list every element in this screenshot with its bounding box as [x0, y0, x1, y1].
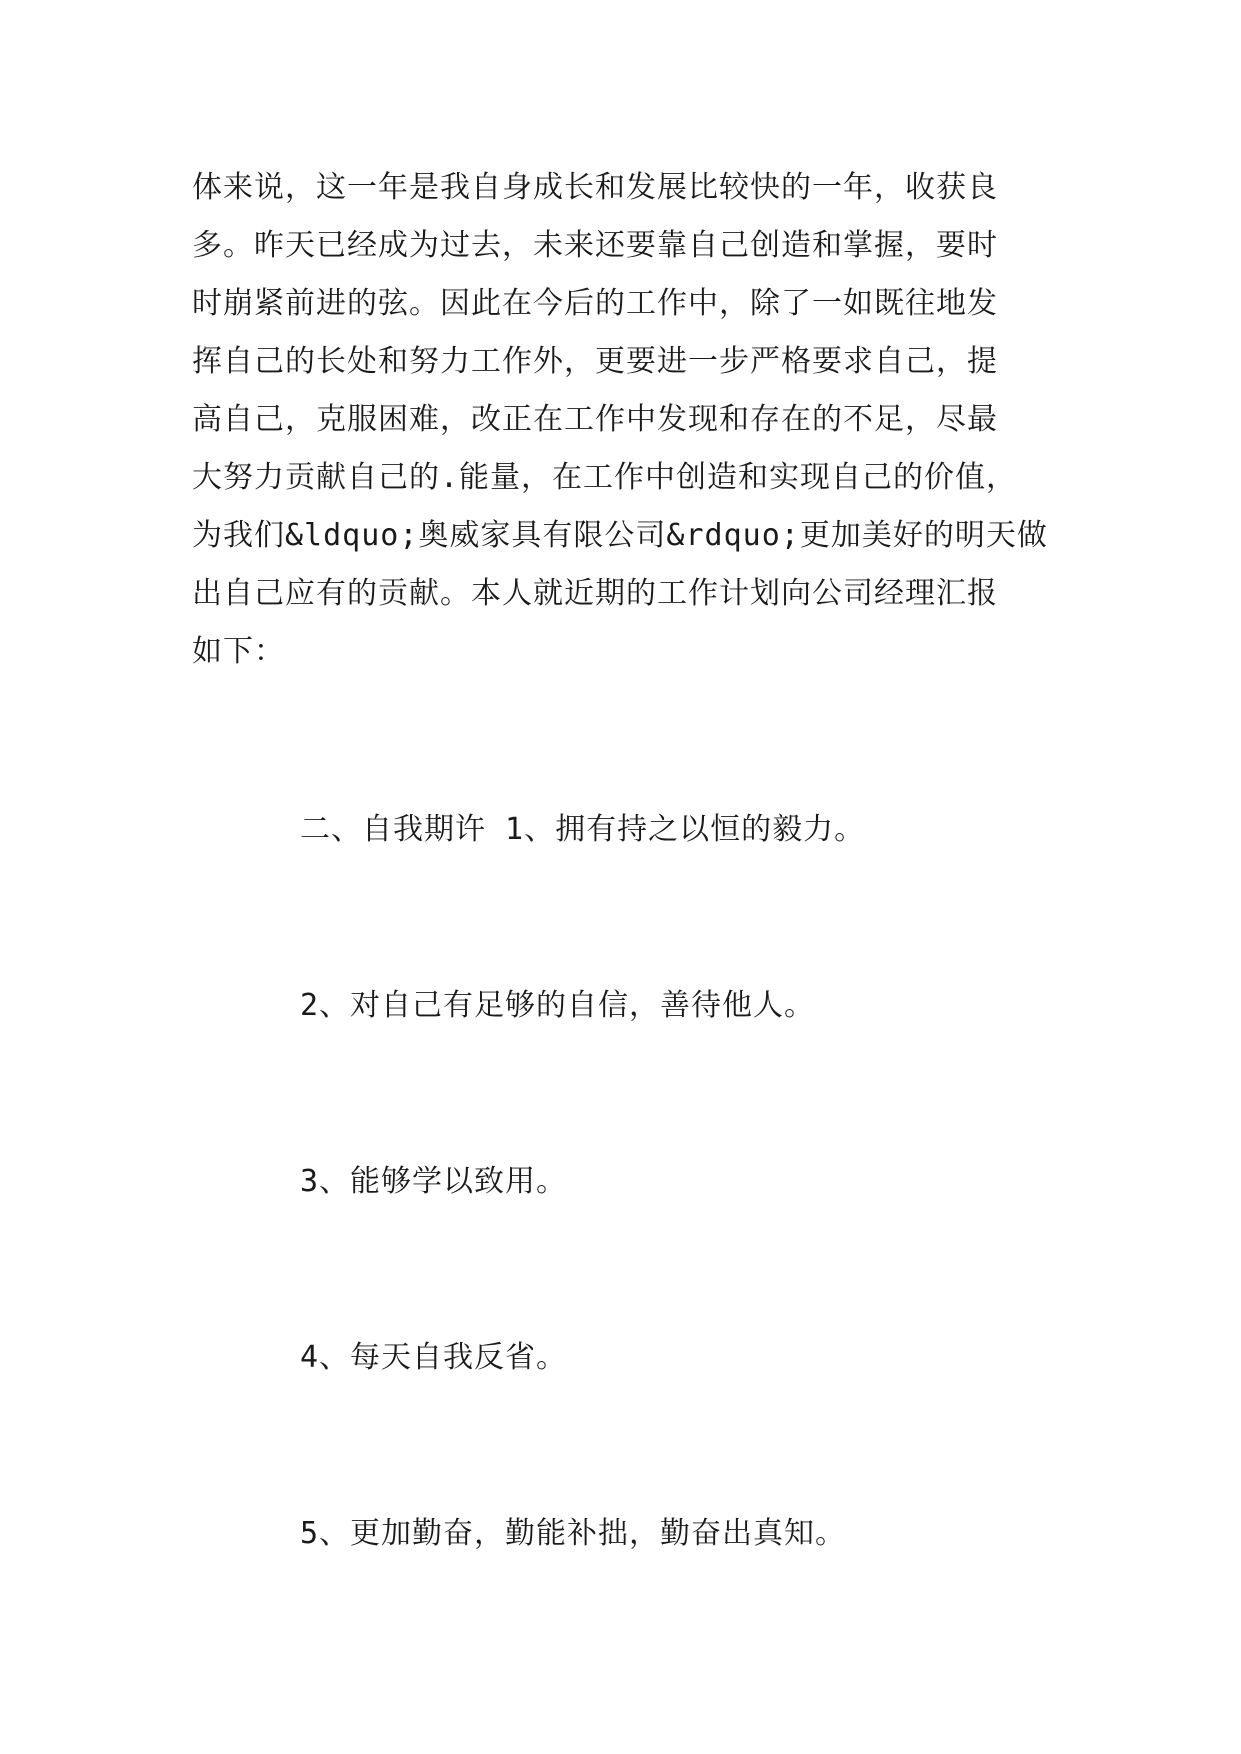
paragraph-line-7: 为我们&ldquo;奥威家具有限公司&rdquo;更加美好的明天做: [192, 518, 1048, 553]
paragraph-line-9: 如下：: [192, 634, 285, 669]
paragraph-line-5: 高自己，克服困难，改正在工作中发现和存在的不足，尽最: [192, 402, 998, 437]
paragraph-line-2: 多。昨天已经成为过去，未来还要靠自己创造和掌握，要时: [192, 228, 998, 263]
section-heading: 二、自我期许 1、拥有持之以恒的毅力。: [300, 812, 866, 847]
list-item-5: 5、更加勤奋，勤能补拙，勤奋出真知。: [300, 1516, 847, 1551]
list-item-4: 4、每天自我反省。: [300, 1340, 568, 1375]
paragraph-line-3: 时崩紧前进的弦。因此在今后的工作中，除了一如既往地发: [192, 286, 998, 321]
paragraph-line-8: 出自己应有的贡献。本人就近期的工作计划向公司经理汇报: [192, 576, 998, 611]
paragraph-line-6: 大努力贡献自己的.能量，在工作中创造和实现自己的价值，: [192, 460, 1018, 495]
list-item-2: 2、对自己有足够的自信，善待他人。: [300, 988, 816, 1023]
paragraph-line-1: 体来说，这一年是我自身成长和发展比较快的一年，收获良: [192, 170, 998, 205]
paragraph-line-4: 挥自己的长处和努力工作外，更要进一步严格要求自己，提: [192, 344, 998, 379]
list-item-3: 3、能够学以致用。: [300, 1164, 568, 1199]
